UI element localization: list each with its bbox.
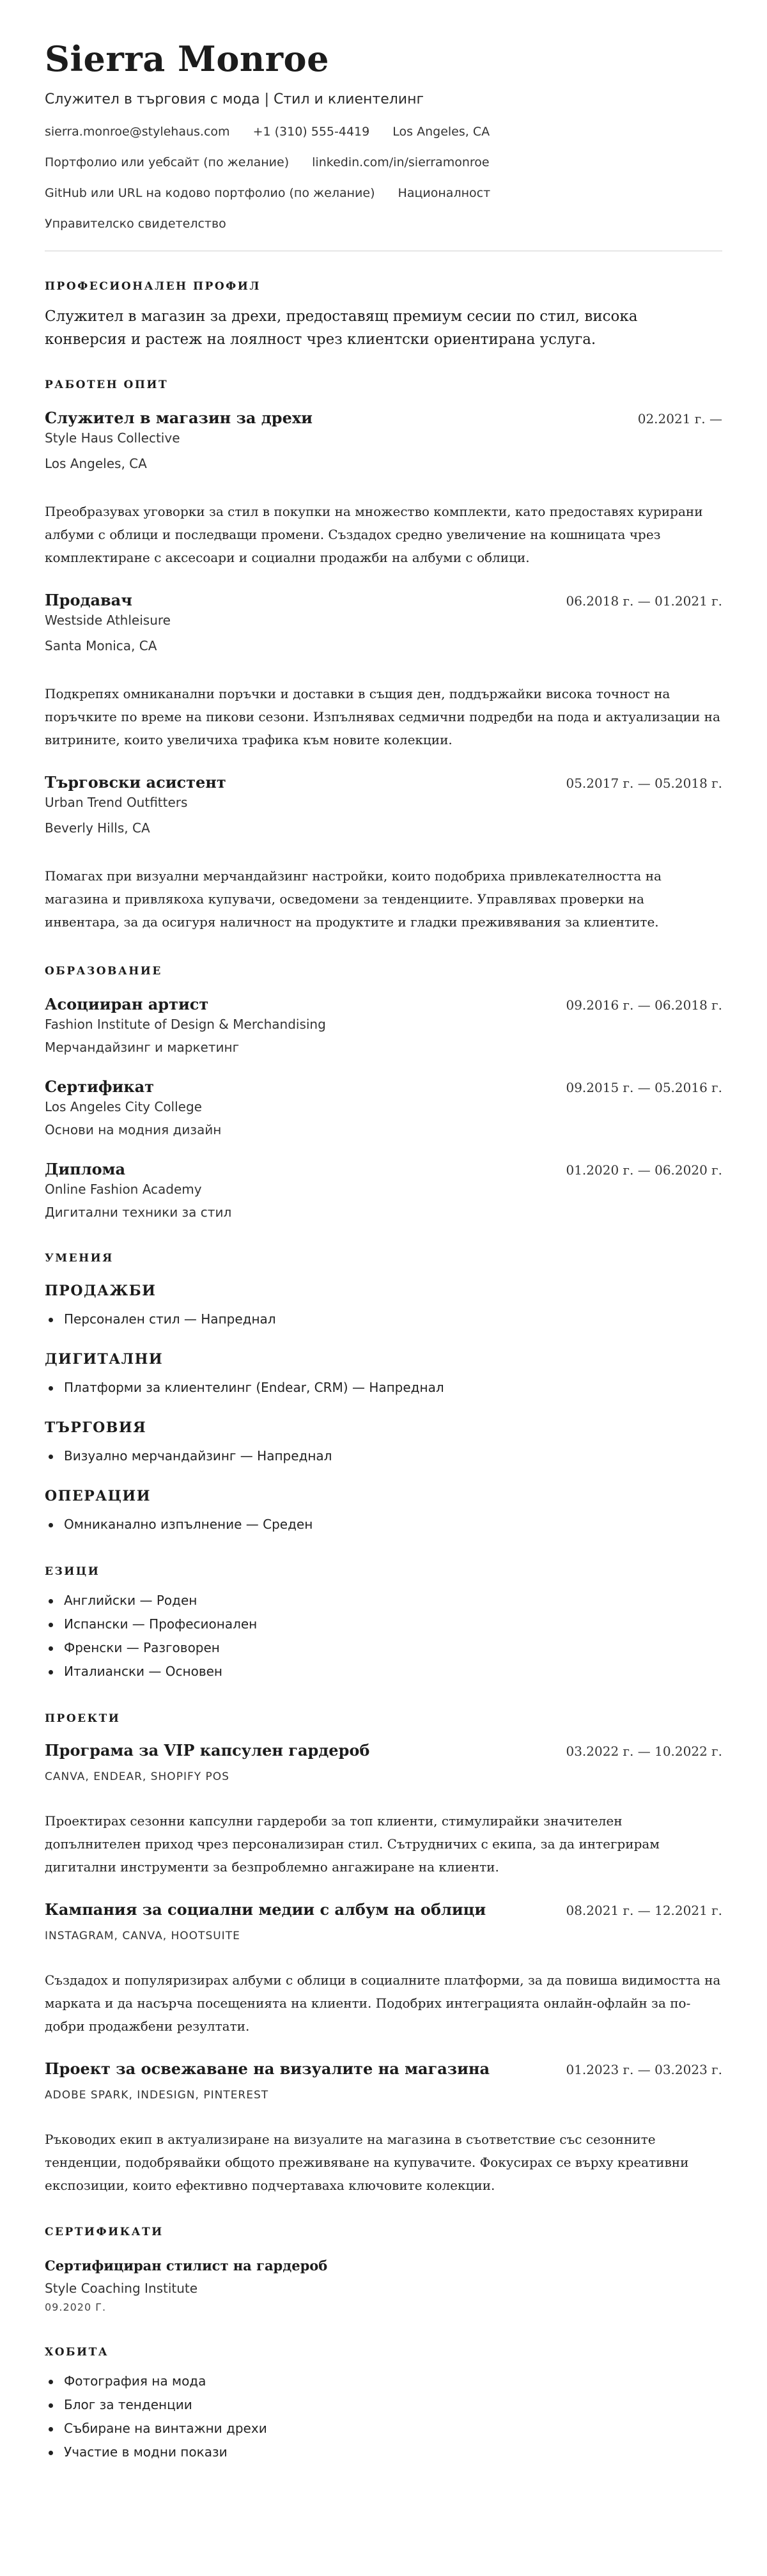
education-header <box>45 1077 722 1097</box>
certificate-date: 09.2020 Г. <box>45 2301 107 2313</box>
project-tech: CANVA, ENDEAR, SHOPIFY POS <box>45 1770 229 1783</box>
contact-portfolio[interactable]: Портфолио или уебсайт (по желание) <box>45 155 290 169</box>
job-header <box>45 409 722 428</box>
contact-line-2 <box>45 155 722 170</box>
job-entry <box>45 409 722 569</box>
skill-category: ДИГИТАЛНИ <box>45 1351 164 1368</box>
contact-email[interactable]: sierra.monroe@stylehaus.com <box>45 125 230 139</box>
skills-section <box>45 1251 722 1536</box>
job-description: Помагах при визуални мерчандайзинг настройки, които подобриха привлекателността на магазина и привлякоха купувачи, осведомени за тенденциите. Управлявах проверки на инвентара, за да осигуря наличност на продуктите и гладки преживявания за клиентите. <box>45 868 662 930</box>
project-header <box>45 1741 722 1761</box>
contact-phone[interactable]: +1 (310) 555-4419 <box>252 125 370 139</box>
job-company: Style Haus Collective <box>45 430 180 446</box>
education-school: Fashion Institute of Design & Merchandising <box>45 1017 326 1032</box>
projects-section <box>45 1712 722 2197</box>
contact-linkedin[interactable]: linkedin.com/in/sierramonroe <box>312 155 490 169</box>
education-field: Основи на модния дизайн <box>45 1122 222 1137</box>
project-name: Програма за VIP капсулен гардероб <box>45 1741 370 1760</box>
job-description: Подкрепях омниканални поръчки и доставки в същия ден, поддържайки висока точност на поръчките по време на пикови сезони. Изпълнявах седмични подредби на пода и актуализации на витрините, които увеличиха трафика към новите колекции. <box>45 686 720 747</box>
education-section <box>45 964 722 1221</box>
contact-line-1 <box>45 124 722 139</box>
projects-heading: ПРОЕКТИ <box>45 1712 121 1725</box>
summary-section <box>45 279 722 351</box>
job-dates: 06.2018 г. — 01.2021 г. <box>566 593 722 609</box>
hobby-item: Участие в модни покази <box>45 2440 722 2464</box>
education-dates: 01.2020 г. — 06.2020 г. <box>566 1162 722 1178</box>
contact-license: Управителско свидетелство <box>45 217 226 231</box>
education-entry <box>45 1077 722 1138</box>
project-entry <box>45 1900 722 2038</box>
certificate-org: Style Coaching Institute <box>45 2281 198 2296</box>
education-entry <box>45 995 722 1056</box>
certificate-name: Сертифициран стилист на гардероб <box>45 2258 328 2274</box>
skill-item: Платформи за клиентелинг (Endear, CRM) — Напреднал <box>45 1376 722 1400</box>
project-name: Проект за освежаване на визуалите на магазина <box>45 2059 490 2078</box>
skill-item: Омниканално изпълнение — Среден <box>45 1513 722 1536</box>
project-dates: 03.2022 г. — 10.2022 г. <box>566 1744 722 1759</box>
education-entry <box>45 1160 722 1221</box>
hobbies-section <box>45 2345 722 2464</box>
contact-line-3 <box>45 185 722 201</box>
project-dates: 01.2023 г. — 03.2023 г. <box>566 2062 722 2077</box>
project-tech: ADOBE SPARK, INDESIGN, PINTEREST <box>45 2089 269 2102</box>
education-school: Online Fashion Academy <box>45 1182 202 1197</box>
job-header <box>45 773 722 793</box>
education-dates: 09.2015 г. — 05.2016 г. <box>566 1080 722 1095</box>
hobbies-heading: ХОБИТА <box>45 2346 109 2359</box>
project-description: Проектирах сезонни капсулни гардероби за топ клиенти, стимулирайки значителен допълнителен приход чрез персонализиран стил. Сътрудничих с екипа, за да интегрирам дигитални инструменти за безпроблемно ангажиране на клиенти. <box>45 1813 660 1875</box>
skill-list <box>45 1513 722 1536</box>
skill-item: Визуално мерчандайзинг — Напреднал <box>45 1444 722 1468</box>
experience-section <box>45 378 722 933</box>
skill-list <box>45 1308 722 1331</box>
job-dates: 05.2017 г. — 05.2018 г. <box>566 776 722 791</box>
education-header <box>45 995 722 1015</box>
job-location: Los Angeles, CA <box>45 456 147 471</box>
contact-nationality: Националност <box>398 186 491 200</box>
education-degree: Диплома <box>45 1160 126 1178</box>
education-school: Los Angeles City College <box>45 1099 202 1114</box>
hobby-item: Фотография на мода <box>45 2369 722 2393</box>
language-item: Италиански — Основен <box>45 1660 722 1683</box>
project-tech: INSTAGRAM, CANVA, HOOTSUITE <box>45 1930 240 1942</box>
job-location: Beverly Hills, CA <box>45 820 150 836</box>
job-role: Продавач <box>45 591 132 609</box>
candidate-headline: Служител в търговия с мода | Стил и клиентелинг <box>45 91 424 107</box>
language-item: Английски — Роден <box>45 1589 722 1612</box>
skill-category: ПРОДАЖБИ <box>45 1283 157 1299</box>
contact-block <box>45 124 722 231</box>
skill-category: ОПЕРАЦИИ <box>45 1488 151 1504</box>
summary-heading: ПРОФЕСИОНАЛЕН ПРОФИЛ <box>45 280 261 293</box>
candidate-name: Sierra Monroe <box>45 38 329 79</box>
job-entry <box>45 773 722 933</box>
skills-heading: УМЕНИЯ <box>45 1252 114 1265</box>
job-company: Urban Trend Outfitters <box>45 795 188 810</box>
language-item: Испански — Професионален <box>45 1612 722 1636</box>
skill-list <box>45 1376 722 1400</box>
language-list <box>45 1589 722 1683</box>
project-description: Създадох и популяризирах албуми с облици в социалните платформи, за да повиша видимостта на марката и да насърча посещенията на клиенти. Подобрих интеграцията онлайн-офлайн за по-добри продажбени резултати. <box>45 1972 721 2034</box>
project-description: Ръководих екип в актуализиране на визуалите на магазина в съответствие със сезонните тенденции, подобрявайки общото преживяване на купувачите. Фокусирах се върху креативни експозиции, които ефективно подчертаваха ключовите колекции. <box>45 2132 689 2193</box>
hobby-list <box>45 2369 722 2464</box>
contact-location: Los Angeles, CA <box>392 125 490 139</box>
contact-github[interactable]: GitHub или URL на кодово портфолио (по желание) <box>45 186 375 200</box>
language-item: Френски — Разговорен <box>45 1636 722 1660</box>
contact-line-4 <box>45 216 722 231</box>
education-degree: Сертификат <box>45 1077 155 1096</box>
languages-section <box>45 1565 722 1683</box>
hobby-item: Блог за тенденции <box>45 2393 722 2417</box>
job-dates: 02.2021 г. — <box>637 411 722 426</box>
certificate-entry <box>45 2257 722 2314</box>
certificates-heading: СЕРТИФИКАТИ <box>45 2226 164 2238</box>
project-entry <box>45 2059 722 2197</box>
summary-text: Служител в магазин за дрехи, предоставящ премиум сесии по стил, висока конверсия и растеж на лоялност чрез клиентски ориентирана услуга. <box>45 308 638 348</box>
education-header <box>45 1160 722 1180</box>
education-dates: 09.2016 г. — 06.2018 г. <box>566 997 722 1013</box>
project-entry <box>45 1741 722 1878</box>
job-description: Преобразувах уговорки за стил в покупки на множество комплекти, като предоставях курирани албуми с облици и последващи промени. Създадох средно увеличение на кошницата чрез комплектиране с аксесоари и социални продажби на албуми с облици. <box>45 504 703 565</box>
job-company: Westside Athleisure <box>45 613 171 628</box>
job-entry <box>45 591 722 751</box>
experience-heading: РАБОТЕН ОПИТ <box>45 379 169 391</box>
skill-list <box>45 1444 722 1468</box>
job-header <box>45 591 722 611</box>
project-header <box>45 1900 722 1920</box>
education-field: Дигитални техники за стил <box>45 1205 232 1220</box>
skill-item: Персонален стил — Напреднал <box>45 1308 722 1331</box>
hobby-item: Събиране на винтажни дрехи <box>45 2417 722 2440</box>
job-role: Служител в магазин за дрехи <box>45 409 313 427</box>
education-degree: Асоцииран артист <box>45 995 209 1013</box>
resume-header <box>45 37 722 231</box>
project-name: Кампания за социални медии с албум на облици <box>45 1900 486 1919</box>
project-header <box>45 2059 722 2079</box>
job-location: Santa Monica, CA <box>45 638 157 653</box>
education-field: Мерчандайзинг и маркетинг <box>45 1040 240 1055</box>
project-dates: 08.2021 г. — 12.2021 г. <box>566 1903 722 1918</box>
education-heading: ОБРАЗОВАНИЕ <box>45 965 162 978</box>
job-role: Търговски асистент <box>45 773 226 792</box>
skill-category: ТЪРГОВИЯ <box>45 1419 147 1436</box>
languages-heading: ЕЗИЦИ <box>45 1565 100 1578</box>
certificates-section <box>45 2225 722 2314</box>
